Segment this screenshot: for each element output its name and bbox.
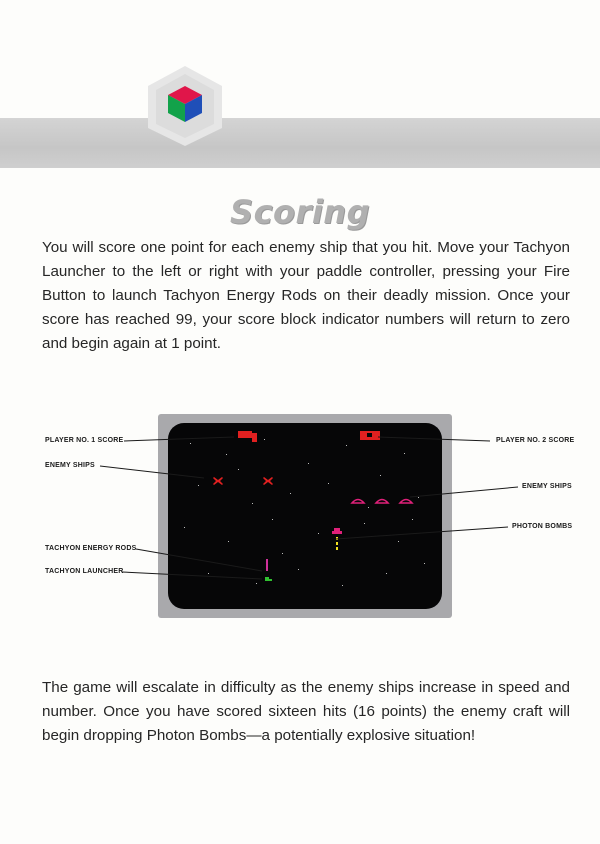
label-enemy-ships-right: ENEMY SHIPS xyxy=(522,483,572,490)
page-title: Scoring xyxy=(230,193,370,231)
difficulty-paragraph: The game will escalate in difficulty as the enemy ships increase in speed and number. Once you have scored sixteen hits (16 points) the enemy craft will begin dropping Photon Bombs—a potentially explosive situation! xyxy=(42,679,570,744)
label-player-two-score: PLAYER NO. 2 SCORE xyxy=(496,437,575,444)
label-enemy-ships-left: ENEMY SHIPS xyxy=(45,462,95,469)
label-photon-bombs: PHOTON BOMBS xyxy=(512,523,573,530)
label-tachyon-energy-rods: TACHYON ENERGY RODS xyxy=(45,545,137,552)
scoring-paragraph: You will score one point for each enemy ship that you hit. Move your Tachyon Launcher to the left or right with your paddle controller, pressing your Fire Button to launch Tachyon Energy Rods on their deadly mission. Once your score has reached 99, your score block indicator numbers will return to zero and begin again at 1 point. xyxy=(42,239,570,352)
label-player-one-score: PLAYER NO. 1 SCORE xyxy=(45,437,124,444)
label-tachyon-launcher: TACHYON LAUNCHER xyxy=(45,568,124,575)
